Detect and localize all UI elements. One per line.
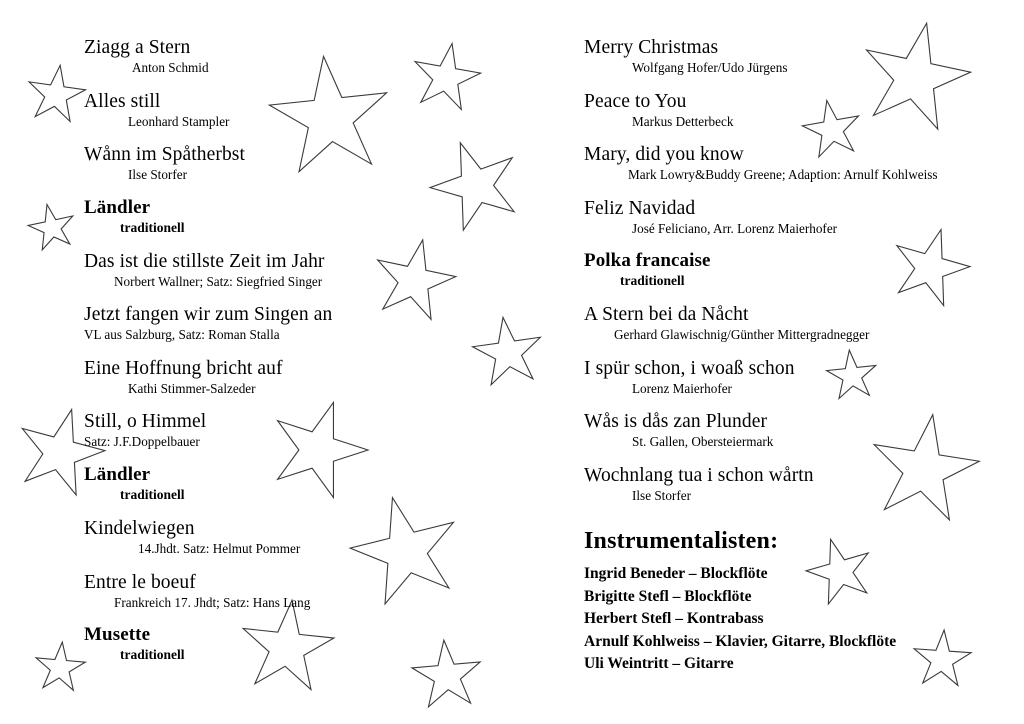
entry-title: Alles still	[84, 90, 161, 112]
entry-title: Musette	[84, 624, 151, 646]
entry-subtitle: St. Gallen, Obersteiermark	[632, 434, 774, 450]
instrumentalist-item: Uli Weintritt – Gitarre	[584, 655, 734, 673]
program-entry	[84, 36, 492, 77]
entry-subtitle: Lorenz Maierhofer	[632, 380, 732, 396]
program-entry	[84, 410, 492, 451]
entry-subtitle: VL aus Salzburg, Satz: Roman Stalla	[84, 327, 280, 343]
entry-title: Mary, did you know	[584, 144, 744, 165]
program-entry	[584, 36, 1004, 77]
entry-title: Das ist die stillste Zeit im Jahr	[84, 250, 325, 272]
program-entry	[584, 90, 1004, 131]
instrumentalists-heading: Instrumentalisten:	[584, 528, 779, 555]
program-entry	[84, 303, 492, 344]
program-entry	[584, 357, 1004, 398]
program-entry	[84, 90, 492, 131]
program-entry	[84, 464, 492, 504]
entry-title: Kindelwiegen	[84, 518, 195, 540]
entry-title: Still, o Himmel	[84, 411, 207, 433]
entry-subtitle: José Feliciano, Arr. Lorenz Maierhofer	[632, 220, 838, 236]
instrumentalist-item: Herbert Stefl – Kontrabass	[584, 610, 764, 628]
entry-subtitle: Mark Lowry&Buddy Greene; Adaption: Arnulf Kohlweiss	[628, 167, 938, 182]
entry-subtitle: Wolfgang Hofer/Udo Jürgens	[632, 60, 788, 75]
program-entry	[84, 624, 492, 664]
instrumentalists-list	[584, 563, 1004, 675]
entry-subtitle: traditionell	[120, 219, 185, 235]
right-column	[512, 0, 1024, 724]
entry-title: Wås is dås zan Plunder	[584, 411, 768, 433]
entry-title: Wochnlang tua i schon wårtn	[584, 464, 814, 486]
program-entry	[584, 303, 1004, 344]
entry-title: Jetzt fangen wir zum Singen an	[84, 304, 333, 326]
program-entry	[84, 250, 492, 291]
program-entry	[84, 517, 492, 558]
entry-title: Ziagg a Stern	[84, 37, 191, 58]
program-entry	[584, 143, 1004, 184]
entry-subtitle: traditionell	[120, 487, 185, 503]
entry-subtitle: Anton Schmid	[132, 60, 209, 75]
right-song-list	[584, 36, 1004, 504]
program-entry	[84, 357, 492, 398]
entry-subtitle: 14.Jhdt. Satz: Helmut Pommer	[138, 541, 301, 557]
instrumentalist-item: Brigitte Stefl – Blockflöte	[584, 587, 752, 605]
entry-subtitle: Frankreich 17. Jhdt; Satz: Hans Lang	[114, 594, 311, 610]
entry-subtitle: Satz: J.F.Doppelbauer	[84, 434, 200, 450]
program-entry	[584, 197, 1004, 238]
entry-subtitle: Leonhard Stampler	[128, 113, 230, 129]
entry-subtitle: Kathi Stimmer-Salzeder	[128, 380, 256, 396]
program-entry	[584, 464, 1004, 505]
program-entry	[84, 143, 492, 184]
entry-title: I spür schon, i woaß schon	[584, 357, 795, 379]
entry-title: Peace to You	[584, 90, 687, 112]
instrumentalist-item: Ingrid Beneder – Blockflöte	[584, 565, 768, 583]
program-entry	[84, 571, 492, 612]
entry-title: A Stern bei da Nåcht	[584, 304, 749, 326]
left-song-list	[84, 36, 492, 664]
entry-title: Wånn im Spåtherbst	[84, 144, 246, 165]
entry-subtitle: Markus Detterbeck	[632, 113, 734, 129]
entry-subtitle: Norbert Wallner; Satz: Siegfried Singer	[114, 273, 323, 289]
entry-subtitle: traditionell	[620, 273, 685, 289]
entry-title: Ländler	[84, 196, 151, 218]
instrumentalist-item: Arnulf Kohlweiss – Klavier, Gitarre, Blockflöte	[584, 632, 897, 650]
entry-title: Feliz Navidad	[584, 197, 696, 219]
entry-title: Merry Christmas	[584, 37, 719, 58]
entry-title: Eine Hoffnung bricht auf	[84, 357, 283, 379]
program-entry	[584, 250, 1004, 290]
entry-title: Ländler	[84, 463, 151, 485]
entry-subtitle: Gerhard Glawischnig/Günther Mittergradnegger	[614, 327, 870, 343]
entry-subtitle: Ilse Storfer	[632, 487, 691, 503]
entry-title: Polka francaise	[584, 250, 711, 271]
entry-title: Entre le boeuf	[84, 571, 196, 593]
program-entry	[84, 197, 492, 237]
program-entry	[584, 410, 1004, 451]
entry-subtitle: traditionell	[120, 647, 185, 663]
entry-subtitle: Ilse Storfer	[128, 167, 187, 182]
